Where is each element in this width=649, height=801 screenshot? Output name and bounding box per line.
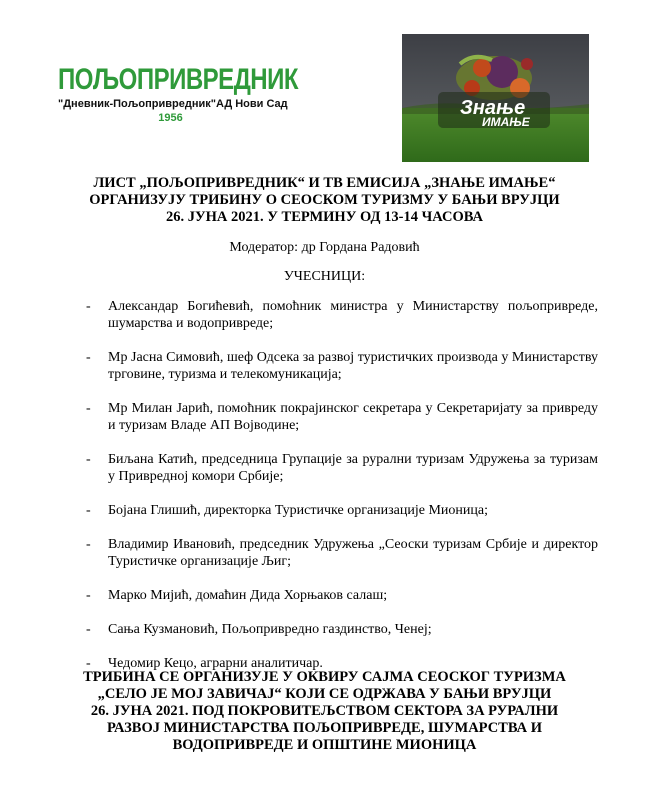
participant-item xyxy=(86,621,598,638)
heading-line-2: ОРГАНИЗУЈУ ТРИБИНУ О СЕОСКОМ ТУРИЗМУ У БАЊИ ВРУЈЦИ xyxy=(89,192,560,208)
participant-text: Мр Јасна Симовић, шеф Одсека за развој туристичких производа у Министарству трговине, туризма и телекомуникација; xyxy=(108,350,598,382)
page-header xyxy=(0,0,649,170)
list-bullet: - xyxy=(86,350,91,365)
announcement-heading xyxy=(0,175,649,226)
participant-item xyxy=(86,298,598,332)
participant-text: Мр Милан Јарић, помоћник покрајинског секретара у Секретаријату за привреду и туризам Владе АП Војводине; xyxy=(108,401,598,433)
znanje-imanje-logo xyxy=(402,34,589,162)
logo-year: 1956 xyxy=(158,112,183,124)
participants-title: УЧЕСНИЦИ: xyxy=(283,269,366,284)
participant-item xyxy=(86,400,598,434)
participant-text: Бојана Глишић, директорка Туристичке организације Мионица; xyxy=(108,503,488,518)
tv-logo-line1: Знање xyxy=(460,97,526,119)
heading-line-3: 26. ЈУНА 2021. У ТЕРМИНУ ОД 13-14 ЧАСОВА xyxy=(166,209,483,225)
heading-line-1: ЛИСТ „ПОЉОПРИВРЕДНИК“ И ТВ ЕМИСИЈА „ЗНАЊЕ ИМАЊЕ“ xyxy=(93,175,556,191)
list-bullet: - xyxy=(86,588,91,603)
announcement-footer xyxy=(0,669,649,754)
list-bullet: - xyxy=(86,452,91,467)
tv-logo-line2: ИМАЊЕ xyxy=(482,115,530,129)
participant-item xyxy=(86,502,598,519)
participant-text: Биљана Катић, председница Групације за рурални туризам Удружења за туризам у Привредној комори Србије; xyxy=(108,452,598,484)
footer-line-4: РАЗВОЈ МИНИСТАРСТВА ПОЉОПРИВРЕДЕ, ШУМАРСТВА И xyxy=(107,720,542,736)
logo-title: ПОЉОПРИВРЕДНИК xyxy=(58,62,299,97)
participant-text: Александар Богићевић, помоћник министра у Министарству пољопривреде, шумарства и водопривреде; xyxy=(108,299,598,331)
footer-line-5: ВОДОПРИВРЕДЕ И ОПШТИНЕ МИОНИЦА xyxy=(172,737,477,753)
participant-text: Чедомир Кецо, аграрни аналитичар. xyxy=(108,656,323,671)
participant-text: Владимир Ивановић, председник Удружења „Сеоски туризам Србије и директор Туристичке организације Љиг; xyxy=(108,537,598,569)
footer-line-3: 26. ЈУНА 2021. ПОД ПОКРОВИТЕЉСТВОМ СЕКТОРА ЗА РУРАЛНИ xyxy=(90,703,559,719)
tv-logo-image xyxy=(402,34,589,162)
participant-text: Марко Мијић, домаћин Дида Хорњаков салаш; xyxy=(108,588,388,603)
participant-item xyxy=(86,587,598,604)
participants-list xyxy=(86,298,598,672)
list-bullet: - xyxy=(86,503,91,518)
footer-line-1: ТРИБИНА СЕ ОРГАНИЗУЈЕ У ОКВИРУ САЈМА СЕОСКОГ ТУРИЗМА xyxy=(83,669,566,685)
participant-item xyxy=(86,349,598,383)
list-bullet: - xyxy=(86,656,91,671)
list-bullet: - xyxy=(86,537,91,552)
participant-text: Сања Кузмановић, Пољопривредно газдинство, Ченеј; xyxy=(108,622,432,637)
participant-item xyxy=(86,451,598,485)
moderator-line: Модератор: др Гордана Радовић xyxy=(229,240,420,255)
list-bullet: - xyxy=(86,401,91,416)
logo-subtitle: "Дневник-Пољопривредник"АД Нови Сад xyxy=(58,98,288,110)
list-bullet: - xyxy=(86,299,91,314)
poljoprivrednik-logo xyxy=(58,62,299,124)
footer-line-2: „СЕЛО ЈЕ МОЈ ЗАВИЧАЈ“ КОЈИ СЕ ОДРЖАВА У БАЊИ ВРУЈЦИ xyxy=(97,686,552,702)
participant-item xyxy=(86,536,598,570)
list-bullet: - xyxy=(86,622,91,637)
